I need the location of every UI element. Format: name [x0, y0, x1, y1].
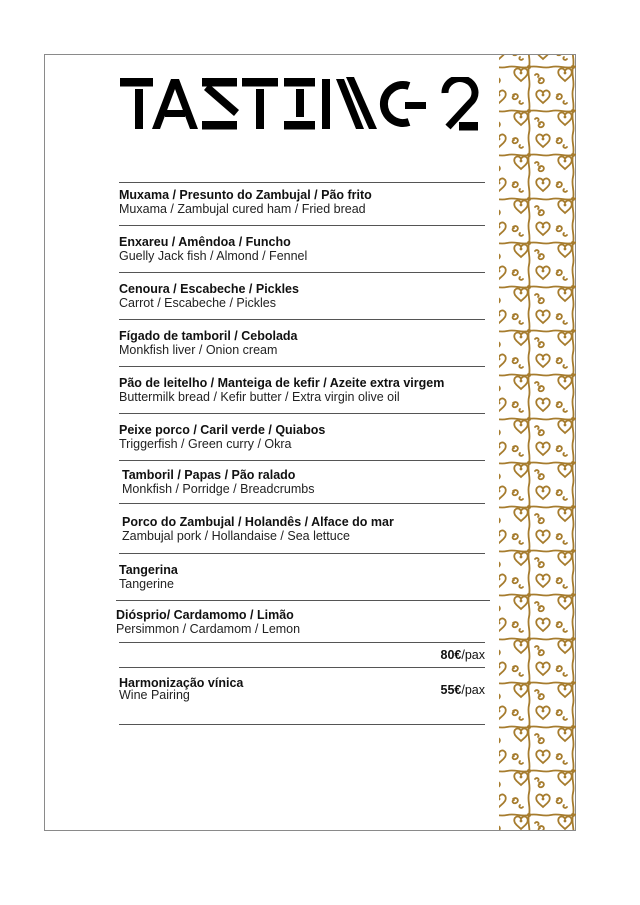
title-letter-t	[120, 78, 153, 87]
menu-item	[119, 226, 485, 272]
dish-name-pt: Pão de leitelho / Manteiga de kefir / Azeite extra virgem	[119, 376, 445, 390]
dish-name-en: Carrot / Escabeche / Pickles	[119, 296, 277, 310]
tasting-price: 80€/pax	[440, 648, 485, 662]
dish-name-pt: Tamboril / Papas / Pão ralado	[122, 468, 296, 482]
dish-name-pt: Fígado de tamboril / Cebolada	[119, 329, 298, 343]
title-letter-n	[322, 79, 330, 129]
menu-item	[119, 554, 485, 600]
menu-item	[119, 367, 485, 413]
menu-item	[119, 273, 485, 319]
ornamental-pattern-strip	[499, 55, 576, 830]
menu-item	[116, 601, 485, 638]
title-letter-i	[284, 78, 315, 87]
wine-pairing-row	[119, 668, 485, 718]
title-letter-t2	[242, 78, 278, 87]
arabesque-pattern	[499, 55, 576, 830]
dish-name-pt: Muxama / Presunto do Zambujal / Pão frito	[119, 188, 372, 202]
dish-name-pt: Cenoura / Escabeche / Pickles	[119, 282, 299, 296]
dish-name-en: Buttermilk bread / Kefir butter / Extra virgin olive oil	[119, 390, 400, 404]
title-letter-s	[202, 78, 237, 87]
dish-name-en: Zambujal pork / Hollandaise / Sea lettuce	[122, 529, 350, 543]
menu-item	[119, 461, 485, 503]
wine-pairing-en: Wine Pairing	[119, 688, 190, 702]
wine-pairing-pt: Harmonização vínica	[119, 676, 244, 690]
title-letter-a	[152, 79, 198, 129]
menu-item	[119, 504, 485, 553]
page-title	[119, 77, 481, 137]
menu-item	[119, 320, 485, 366]
dish-name-en: Monkfish liver / Onion cream	[119, 343, 278, 357]
dish-name-en: Monkfish / Porridge / Breadcrumbs	[122, 482, 315, 496]
tasting-price-row	[119, 643, 485, 667]
dish-name-pt: Peixe porco / Caril verde / Quiabos	[119, 423, 326, 437]
divider	[119, 724, 485, 725]
dish-name-pt: Porco do Zambujal / Holandês / Alface do mar	[122, 515, 394, 529]
dish-name-pt: Diósprio/ Cardamomo / Limão	[116, 608, 294, 622]
menu-item	[119, 183, 485, 225]
dish-name-pt: Enxareu / Amêndoa / Funcho	[119, 235, 291, 249]
menu-page	[44, 54, 576, 831]
dish-name-en: Persimmon / Cardamom / Lemon	[116, 622, 301, 636]
dish-name-en: Tangerine	[119, 577, 174, 591]
menu-item	[119, 414, 485, 460]
dish-name-en: Guelly Jack fish / Almond / Fennel	[119, 249, 308, 263]
dish-name-pt: Tangerina	[119, 563, 178, 577]
wine-pairing-price: 55€/pax	[440, 683, 485, 697]
dish-name-en: Triggerfish / Green curry / Okra	[119, 437, 292, 451]
tasting-menu	[116, 182, 485, 725]
dish-name-en: Muxama / Zambujal cured ham / Fried bread	[119, 202, 366, 216]
title-digit-2	[445, 79, 475, 127]
